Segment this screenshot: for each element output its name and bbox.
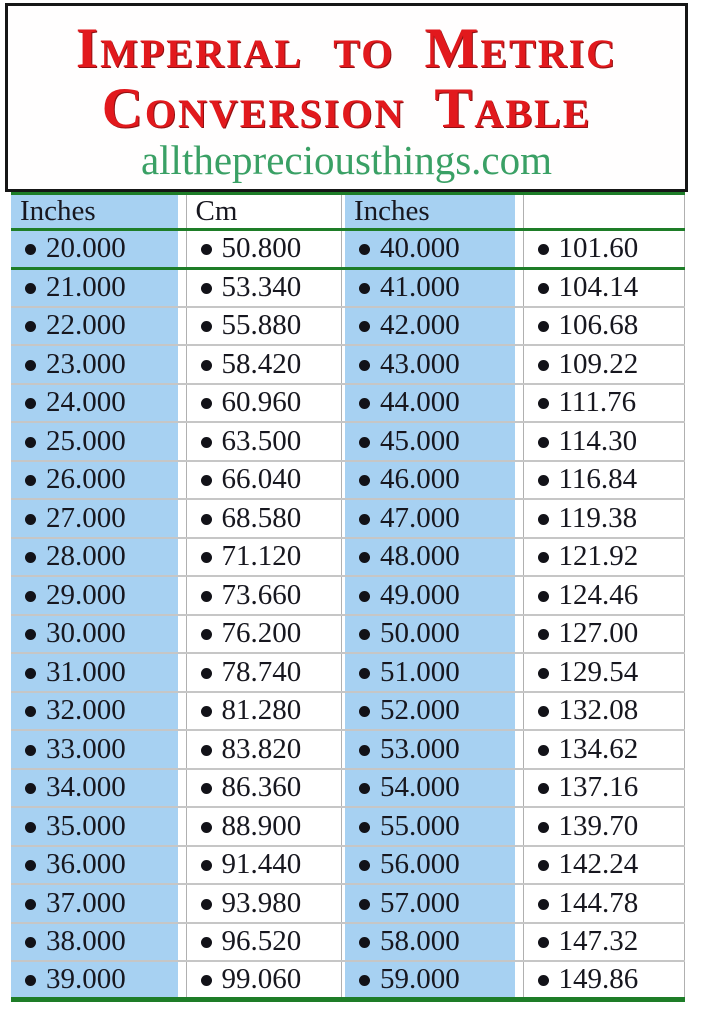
bullet-icon xyxy=(359,283,370,294)
column-gutter xyxy=(515,615,523,654)
column-gutter xyxy=(178,769,186,808)
cell-cm-right: 132.08 xyxy=(523,692,684,731)
column-gutter xyxy=(515,923,523,962)
column-gutter xyxy=(515,384,523,423)
bullet-icon xyxy=(538,975,549,986)
column-gutter xyxy=(515,769,523,808)
bullet-icon xyxy=(359,706,370,717)
cell-inches-right: 42.000 xyxy=(345,307,515,346)
bullet-icon xyxy=(25,937,36,948)
bullet-icon xyxy=(538,437,549,448)
bullet-icon xyxy=(201,514,212,525)
table-row xyxy=(11,576,684,615)
bullet-icon xyxy=(25,975,36,986)
bullet-icon xyxy=(201,745,212,756)
bullet-icon xyxy=(25,321,36,332)
bullet-icon xyxy=(359,244,370,255)
cell-inches-right: 44.000 xyxy=(345,384,515,423)
bullet-icon xyxy=(201,552,212,563)
column-gutter xyxy=(515,194,523,230)
bullet-icon xyxy=(359,475,370,486)
cell-inches-left: 24.000 xyxy=(11,384,178,423)
bullet-icon xyxy=(201,937,212,948)
cell-cm-right: 134.62 xyxy=(523,730,684,769)
cell-inches-left: 21.000 xyxy=(11,268,178,307)
bullet-icon xyxy=(538,937,549,948)
page-title-line-2: Conversion Table xyxy=(101,77,592,140)
cell-cm-right: 101.60 xyxy=(523,230,684,269)
cell-inches-left: 36.000 xyxy=(11,846,178,885)
cell-cm-left: 73.660 xyxy=(186,576,341,615)
cell-inches-left: 33.000 xyxy=(11,730,178,769)
bullet-icon xyxy=(25,398,36,409)
table-row xyxy=(11,846,684,885)
cell-cm-right: 137.16 xyxy=(523,769,684,808)
column-gutter xyxy=(178,807,186,846)
column-gutter xyxy=(515,307,523,346)
bullet-icon xyxy=(359,822,370,833)
cell-inches-left: 31.000 xyxy=(11,653,178,692)
table-row xyxy=(11,499,684,538)
bullet-icon xyxy=(25,437,36,448)
bullet-icon xyxy=(538,629,549,640)
bullet-icon xyxy=(359,745,370,756)
bullet-icon xyxy=(25,706,36,717)
column-gutter xyxy=(178,846,186,885)
cell-inches-left: 34.000 xyxy=(11,769,178,808)
cell-inches-left: 29.000 xyxy=(11,576,178,615)
cell-cm-left: 58.420 xyxy=(186,345,341,384)
cell-cm-left: 96.520 xyxy=(186,923,341,962)
column-gutter xyxy=(515,268,523,307)
cell-inches-left: 37.000 xyxy=(11,884,178,923)
bullet-icon xyxy=(25,244,36,255)
bullet-icon xyxy=(201,321,212,332)
cell-cm-right: 142.24 xyxy=(523,846,684,885)
column-gutter xyxy=(178,576,186,615)
column-gutter xyxy=(178,384,186,423)
column-gutter xyxy=(178,499,186,538)
cell-cm-right: 109.22 xyxy=(523,345,684,384)
table-row xyxy=(11,268,684,307)
cell-cm-left: 53.340 xyxy=(186,268,341,307)
title-box xyxy=(5,3,688,192)
column-gutter xyxy=(515,576,523,615)
column-gutter xyxy=(178,923,186,962)
bullet-icon xyxy=(538,783,549,794)
bullet-icon xyxy=(201,629,212,640)
column-gutter xyxy=(515,499,523,538)
column-gutter xyxy=(178,961,186,1000)
cell-inches-left: 32.000 xyxy=(11,692,178,731)
cell-inches-left: 39.000 xyxy=(11,961,178,1000)
bullet-icon xyxy=(25,745,36,756)
cell-cm-left: 71.120 xyxy=(186,538,341,577)
column-header-cm-right xyxy=(523,194,684,230)
bullet-icon xyxy=(25,360,36,371)
bullet-icon xyxy=(359,899,370,910)
cell-cm-right: 149.86 xyxy=(523,961,684,1000)
cell-inches-right: 50.000 xyxy=(345,615,515,654)
bullet-icon xyxy=(359,975,370,986)
bullet-icon xyxy=(538,475,549,486)
bullet-icon xyxy=(25,514,36,525)
table-row xyxy=(11,807,684,846)
column-header-cm-left: Cm xyxy=(186,194,341,230)
cell-inches-right: 58.000 xyxy=(345,923,515,962)
cell-inches-left: 25.000 xyxy=(11,422,178,461)
bullet-icon xyxy=(201,822,212,833)
table-row xyxy=(11,923,684,962)
column-gutter xyxy=(178,653,186,692)
bullet-icon xyxy=(201,591,212,602)
cell-cm-left: 76.200 xyxy=(186,615,341,654)
bullet-icon xyxy=(201,475,212,486)
bullet-icon xyxy=(25,283,36,294)
cell-cm-left: 50.800 xyxy=(186,230,341,269)
bullet-icon xyxy=(359,360,370,371)
column-gutter xyxy=(515,538,523,577)
table-row xyxy=(11,961,684,1000)
bullet-icon xyxy=(359,860,370,871)
cell-inches-right: 56.000 xyxy=(345,846,515,885)
column-gutter xyxy=(515,884,523,923)
cell-cm-right: 104.14 xyxy=(523,268,684,307)
cell-inches-right: 49.000 xyxy=(345,576,515,615)
bullet-icon xyxy=(201,668,212,679)
cell-cm-left: 78.740 xyxy=(186,653,341,692)
column-gutter xyxy=(178,307,186,346)
bullet-icon xyxy=(201,706,212,717)
cell-inches-right: 48.000 xyxy=(345,538,515,577)
cell-cm-left: 68.580 xyxy=(186,499,341,538)
cell-cm-left: 88.900 xyxy=(186,807,341,846)
cell-cm-left: 93.980 xyxy=(186,884,341,923)
bullet-icon xyxy=(359,321,370,332)
column-gutter xyxy=(178,422,186,461)
bullet-icon xyxy=(538,321,549,332)
bullet-icon xyxy=(25,783,36,794)
cell-cm-left: 55.880 xyxy=(186,307,341,346)
column-gutter xyxy=(515,461,523,500)
cell-cm-right: 129.54 xyxy=(523,653,684,692)
bullet-icon xyxy=(538,552,549,563)
cell-inches-right: 46.000 xyxy=(345,461,515,500)
cell-inches-left: 22.000 xyxy=(11,307,178,346)
bullet-icon xyxy=(359,514,370,525)
bullet-icon xyxy=(201,437,212,448)
bullet-icon xyxy=(538,283,549,294)
bullet-icon xyxy=(359,552,370,563)
bullet-icon xyxy=(359,783,370,794)
bullet-icon xyxy=(201,283,212,294)
table-row xyxy=(11,384,684,423)
bullet-icon xyxy=(538,706,549,717)
cell-cm-right: 121.92 xyxy=(523,538,684,577)
cell-cm-right: 124.46 xyxy=(523,576,684,615)
bullet-icon xyxy=(25,860,36,871)
column-gutter xyxy=(515,692,523,731)
bullet-icon xyxy=(359,398,370,409)
page-title-line-1: Imperial to Metric xyxy=(75,17,618,80)
cell-cm-right: 147.32 xyxy=(523,923,684,962)
bullet-icon xyxy=(359,937,370,948)
table-row xyxy=(11,730,684,769)
bullet-icon xyxy=(201,860,212,871)
column-gutter xyxy=(178,692,186,731)
cell-inches-right: 57.000 xyxy=(345,884,515,923)
bullet-icon xyxy=(25,475,36,486)
bullet-icon xyxy=(359,668,370,679)
cell-cm-left: 66.040 xyxy=(186,461,341,500)
bullet-icon xyxy=(538,591,549,602)
bullet-icon xyxy=(538,514,549,525)
bullet-icon xyxy=(201,975,212,986)
bullet-icon xyxy=(201,360,212,371)
cell-inches-left: 20.000 xyxy=(11,230,178,269)
table-row xyxy=(11,230,684,269)
cell-inches-left: 27.000 xyxy=(11,499,178,538)
bullet-icon xyxy=(201,899,212,910)
bullet-icon xyxy=(538,899,549,910)
cell-cm-left: 91.440 xyxy=(186,846,341,885)
column-gutter xyxy=(178,730,186,769)
cell-cm-right: 144.78 xyxy=(523,884,684,923)
column-gutter xyxy=(178,230,186,269)
bullet-icon xyxy=(359,629,370,640)
column-gutter xyxy=(515,846,523,885)
bullet-icon xyxy=(25,552,36,563)
cell-inches-left: 23.000 xyxy=(11,345,178,384)
column-gutter xyxy=(515,230,523,269)
cell-cm-left: 99.060 xyxy=(186,961,341,1000)
cell-cm-left: 86.360 xyxy=(186,769,341,808)
cell-cm-right: 111.76 xyxy=(523,384,684,423)
column-header-inches-right: Inches xyxy=(345,194,515,230)
cell-cm-right: 139.70 xyxy=(523,807,684,846)
website-text: allthepreciousthings.com xyxy=(140,137,553,183)
bullet-icon xyxy=(201,244,212,255)
column-gutter xyxy=(515,653,523,692)
bullet-icon xyxy=(538,860,549,871)
column-gutter xyxy=(178,345,186,384)
bullet-icon xyxy=(359,591,370,602)
cell-inches-right: 59.000 xyxy=(345,961,515,1000)
column-gutter xyxy=(515,345,523,384)
bullet-icon xyxy=(25,822,36,833)
conversion-table-body xyxy=(11,230,684,1000)
column-gutter xyxy=(178,461,186,500)
bullet-icon xyxy=(359,437,370,448)
cell-cm-left: 60.960 xyxy=(186,384,341,423)
cell-cm-right: 114.30 xyxy=(523,422,684,461)
table-row xyxy=(11,345,684,384)
cell-cm-right: 127.00 xyxy=(523,615,684,654)
column-gutter xyxy=(178,194,186,230)
bullet-icon xyxy=(538,360,549,371)
table-row xyxy=(11,769,684,808)
cell-inches-right: 51.000 xyxy=(345,653,515,692)
cell-cm-right: 116.84 xyxy=(523,461,684,500)
column-header-inches-left: Inches xyxy=(11,194,178,230)
bullet-icon xyxy=(25,629,36,640)
cell-cm-right: 106.68 xyxy=(523,307,684,346)
cell-inches-left: 38.000 xyxy=(11,923,178,962)
table-row xyxy=(11,615,684,654)
cell-cm-left: 83.820 xyxy=(186,730,341,769)
cell-inches-right: 43.000 xyxy=(345,345,515,384)
cell-cm-left: 81.280 xyxy=(186,692,341,731)
cell-cm-left: 63.500 xyxy=(186,422,341,461)
cell-inches-left: 35.000 xyxy=(11,807,178,846)
bullet-icon xyxy=(25,591,36,602)
bullet-icon xyxy=(25,668,36,679)
cell-inches-right: 47.000 xyxy=(345,499,515,538)
column-gutter xyxy=(515,961,523,1000)
conversion-table xyxy=(11,192,685,1002)
table-row xyxy=(11,461,684,500)
table-row xyxy=(11,884,684,923)
column-gutter xyxy=(178,615,186,654)
column-gutter xyxy=(515,730,523,769)
bullet-icon xyxy=(538,668,549,679)
cell-inches-left: 28.000 xyxy=(11,538,178,577)
bullet-icon xyxy=(538,822,549,833)
cell-inches-right: 53.000 xyxy=(345,730,515,769)
table-row xyxy=(11,538,684,577)
cell-inches-right: 45.000 xyxy=(345,422,515,461)
table-row xyxy=(11,422,684,461)
column-gutter xyxy=(178,268,186,307)
bullet-icon xyxy=(538,745,549,756)
bullet-icon xyxy=(201,783,212,794)
column-gutter xyxy=(178,884,186,923)
cell-inches-right: 40.000 xyxy=(345,230,515,269)
table-row xyxy=(11,692,684,731)
cell-inches-right: 55.000 xyxy=(345,807,515,846)
column-gutter xyxy=(515,422,523,461)
cell-inches-left: 26.000 xyxy=(11,461,178,500)
cell-inches-left: 30.000 xyxy=(11,615,178,654)
bullet-icon xyxy=(201,398,212,409)
cell-inches-right: 52.000 xyxy=(345,692,515,731)
bullet-icon xyxy=(538,398,549,409)
bullet-icon xyxy=(25,899,36,910)
bullet-icon xyxy=(538,244,549,255)
table-row xyxy=(11,653,684,692)
column-gutter xyxy=(515,807,523,846)
cell-inches-right: 41.000 xyxy=(345,268,515,307)
cell-cm-right: 119.38 xyxy=(523,499,684,538)
column-gutter xyxy=(178,538,186,577)
table-row xyxy=(11,307,684,346)
table-header-row xyxy=(11,194,684,230)
cell-inches-right: 54.000 xyxy=(345,769,515,808)
